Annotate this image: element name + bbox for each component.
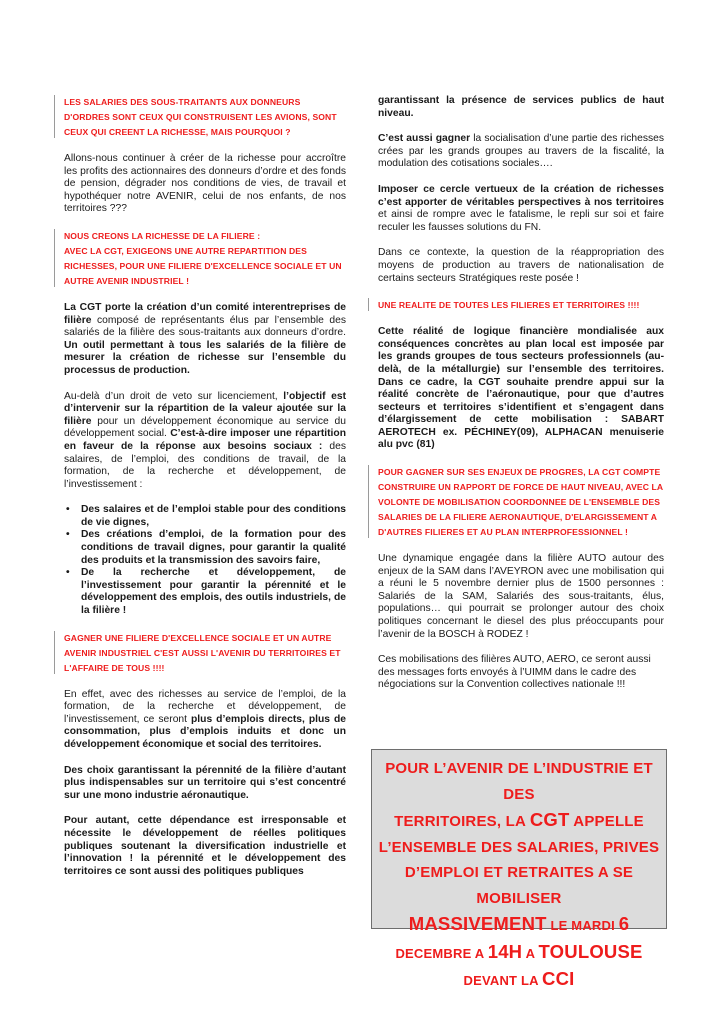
callout-text: DECEMBRE A bbox=[395, 945, 488, 961]
callout-date-day: 6 bbox=[618, 913, 630, 934]
paragraph-comite bbox=[64, 302, 346, 378]
callout-text: TERRITOIRES, LA bbox=[394, 813, 530, 830]
callout-line-4: D’EMPLOI ET RETRAITES A SE MOBILISER bbox=[404, 864, 634, 907]
list-item bbox=[58, 529, 346, 567]
list-item-text: Des créations d’emploi, de la formation pour des conditions de travail dignes, pour garantir la qualité des produits et la transmission des savoirs faire, bbox=[81, 529, 346, 566]
heading-rapport-de-force: POUR GAGNER SUR SES ENJEUX DE PROGRES, LA CGT COMPTE CONSTRUIRE UN RAPPORT DE FORCE DE HAUT NIVEAU, AVEC LA VOLONTE DE MOBILISATION COORDONNEE DE L'ENSEMBLE DES SALARIES DE LA FILIERE AERONAUTIQUE, D'ELARGISSEMENT A D'AUTRES FILIERES ET AU PLAN INTERPROFESSIONNEL ! bbox=[378, 465, 664, 540]
bold-text: C’est-à-dire imposer une répartition en faveur de la réponse aux besoins sociaux : bbox=[64, 428, 346, 452]
callout-cci: CCI bbox=[542, 968, 575, 989]
callout-line-3: L’ENSEMBLE DES SALARIES, PRIVES bbox=[378, 838, 660, 856]
text: En effet, avec des richesses au service de l’emploi, de la formation, de la recherche et développement, de l’investissement, ce seront bbox=[64, 688, 346, 725]
heading-line-1: NOUS CREONS LA RICHESSE DE LA FILIERE : bbox=[64, 230, 261, 241]
paragraph-objectif bbox=[64, 391, 346, 492]
callout-text: LE MARDI bbox=[546, 918, 619, 933]
callout-text: DEVANT LA bbox=[463, 973, 543, 988]
bullet-icon: • bbox=[66, 504, 70, 516]
bold-text: Un outil permettant à tous les salariés de la filière de mesurer la création de richesse sur l’ensemble du processus de production. bbox=[64, 339, 346, 376]
text: la socialisation d’une partie des richesses crées par les grands groupes au travers de la fiscalité, la modulation des cotisations sociales…. bbox=[378, 133, 664, 170]
paragraph-contexte: Dans ce contexte, la question de la réappropriation des moyens de production au travers de nationalisation de certains secteurs Stratégiques reste posée ! bbox=[378, 247, 664, 284]
heading-richesse-filiere bbox=[64, 229, 346, 289]
callout-line-2 bbox=[372, 807, 666, 835]
bold-text: l’objectif est d’intervenir sur la répartition de la valeur ajoutée sur la filière bbox=[64, 390, 347, 427]
callout-time: 14H bbox=[487, 940, 523, 962]
callout-city: TOULOUSE bbox=[538, 940, 643, 962]
paragraph-uimm: Ces mobilisations des filières AUTO, AERO, ce seront aussi des messages forts envoyés à l’UIMM dans le cadre des négociations sur la Convention collectives nationale !!! bbox=[378, 654, 651, 691]
paragraph-services-publics: garantissant la présence de services publics de haut niveau. bbox=[378, 95, 664, 119]
text: et ainsi de rompre avec le fatalisme, le repli sur soi et faire reculer les fausses solutions du FN. bbox=[378, 209, 664, 233]
list-item bbox=[58, 504, 346, 529]
mobilisation-callout bbox=[371, 749, 667, 989]
callout-line-1: POUR L’AVENIR DE L’INDUSTRIE ET DES bbox=[385, 760, 653, 803]
text: composé de représentants élus par l’ensemble des salariés de la filière des sous-traitants aux donneurs d’ordre. bbox=[64, 314, 346, 339]
paragraph-dependance: Pour autant, cette dépendance est irresponsable et nécessite le développement de réelles politiques publiques soutenant la diversification industrielle et l’innovation ! la pérennité et le développement des territoires ce sont aussi des politiques publiques bbox=[64, 815, 346, 877]
paragraph-en-effet bbox=[64, 689, 346, 752]
text: Au-delà d’un droit de veto sur licenciement, bbox=[64, 390, 284, 402]
heading-line-2: AVEC LA CGT, EXIGEONS UNE AUTRE REPARTITION DES RICHESSES, POUR UNE FILIERE D'EXCELLENCE SOCIALE ET UN AUTRE AVENIR INDUSTRIEL ! bbox=[64, 245, 342, 286]
paragraph-cercle-vertueux bbox=[378, 184, 664, 234]
callout-text: A bbox=[522, 945, 539, 961]
list-item-text: De la recherche et développement, de l’investissement pour garantir la pérennité et le développement des emplois, des outils industriels, de la filière ! bbox=[81, 567, 346, 617]
paragraph-filiere-auto: Une dynamique engagée dans la filière AUTO autour des enjeux de la SAM dans l’AVEYRON avec une mobilisation qui a réuni le 5 novembre dernier plus de 1500 personnes : Salariés de la SAM, Salariés des sous-traitants, élus, populations… qui pourrait se prolonger autour des choix politiques concernant le diesel des plus préoccupants pour l’avenir de la BOSCH à RODEZ ! bbox=[378, 553, 664, 640]
left-column bbox=[64, 95, 346, 878]
bullet-icon: • bbox=[66, 567, 70, 579]
callout-massivement: MASSIVEMENT bbox=[408, 913, 547, 934]
paragraph-socialisation bbox=[378, 133, 664, 171]
paragraph-logique-financiere: Cette réalité de logique financière mondialisée aux conséquences concrètes au plan local est imposée par les grands groupes de tous secteurs professionnels (au-delà, de la métallurgie) sur l’ensemble des territoires. Dans ce cadre, la CGT souhaite prendre appui sur la réalité concrète de l’aéronautique, pour que d’autres secteurs et territoires s’identifient et s’engagent dans d’élargissement de cette mobilisation : SABART AEROTECH ex. PÉCHINEY(09), ALPHACAN menuiserie alu pvc (81) bbox=[378, 326, 664, 451]
callout-line-6 bbox=[372, 939, 666, 967]
callout-text: APPELLE bbox=[569, 813, 644, 830]
text: des salaires, de l’emploi, des conditions de travail, de la formation, de la recherche et développement, de l’investissement : bbox=[64, 440, 346, 490]
heading-sous-traitants: LES SALARIES DES SOUS-TRAITANTS AUX DONNEURS D'ORDRES SONT CEUX QUI CONSTRUISENT LES AVIONS, SONT CEUX QUI CREENT LA RICHESSE, MAIS POURQUOI ? bbox=[64, 95, 346, 140]
heading-realite: UNE REALITE DE TOUTES LES FILIERES ET TERRITOIRES !!!! bbox=[378, 298, 664, 313]
callout-line-7 bbox=[372, 966, 666, 994]
heading-excellence-sociale: GAGNER UNE FILIERE D'EXCELLENCE SOCIALE ET UN AUTRE AVENIR INDUSTRIEL C'EST AUSSI L'AVENIR DU TERRITOIRES ET L'AFFAIRE DE TOUS !!!! bbox=[64, 631, 346, 676]
paragraph-choix: Des choix garantissant la pérennité de la filière d’autant plus indispensables sur un territoire qui s’est concentré sur une mono industrie aéronautique. bbox=[64, 764, 346, 801]
text: pour un développement économique au service du développement social. bbox=[64, 415, 346, 440]
callout-cgt: CGT bbox=[529, 809, 570, 830]
list-item-text: Des salaires et de l’emploi stable pour des conditions de vie dignes, bbox=[81, 504, 346, 528]
bold-text: C’est aussi gagner bbox=[378, 133, 471, 145]
bold-text: La CGT porte la création d’un comité interentreprises de filière bbox=[64, 301, 346, 326]
callout-line-5 bbox=[372, 911, 666, 939]
demands-list bbox=[64, 504, 346, 617]
bold-text: plus d’emplois directs, plus de consommation, plus d’emplois induits et donc un développement économique et social des territoires. bbox=[64, 713, 346, 750]
right-column bbox=[378, 95, 664, 692]
bold-text: Imposer ce cercle vertueux de la création de richesses c’est apporter de véritables perspectives à nos territoires bbox=[378, 183, 664, 208]
bullet-icon: • bbox=[66, 529, 70, 541]
list-item bbox=[58, 567, 346, 617]
paragraph-intro: Allons-nous continuer à créer de la richesse pour accroître les profits des actionnaires des donneurs d’ordre et des fonds de pension, dégrader nos conditions de vies, de travail et hypothéquer notre AVENIR, celui de nos enfants, de nos territoires ??? bbox=[64, 153, 346, 215]
